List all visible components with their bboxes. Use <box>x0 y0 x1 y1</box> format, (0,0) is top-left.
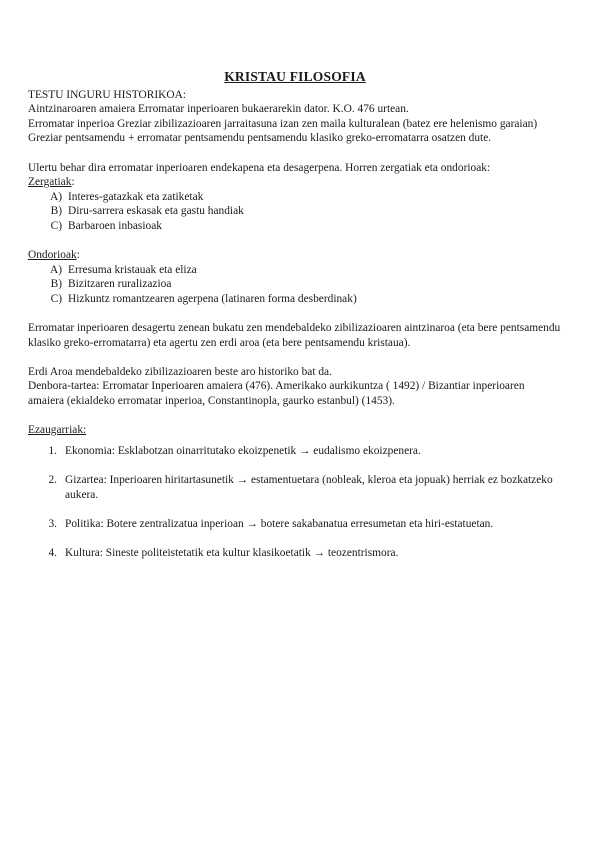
item-text: Erresuma kristauak eta eliza <box>68 263 197 276</box>
item-label: A) <box>49 263 62 276</box>
item-text: Barbaroen inbasioak <box>68 219 162 232</box>
item-text: Bizitzaren ruralizazioa <box>68 278 172 291</box>
item-text: Ekonomia: Esklabotzan oinarritutako ekoizpenetik → eudalismo ekoizpenera. <box>65 444 421 457</box>
item-label: C) <box>50 219 62 232</box>
list-item <box>28 277 562 292</box>
consequences-heading-label: Ondorioak <box>28 249 77 262</box>
list-item <box>28 219 562 234</box>
list-item <box>28 473 562 502</box>
item-text: Interes-gatazkak eta zatiketak <box>68 190 204 203</box>
list-item <box>28 263 562 278</box>
paragraph-middle-ages-line-1: Erdi Aroa mendebaldeko zibilizazioaren beste aro historiko bat da. <box>28 365 332 378</box>
item-number: 2. <box>48 474 57 487</box>
item-text: Hizkuntz romantzearen agerpena (latinaren forma desberdinak) <box>68 292 357 305</box>
item-label: A) <box>49 190 62 203</box>
item-label: B) <box>50 278 62 291</box>
features-heading: Ezaugarriak: <box>28 424 87 437</box>
item-label: B) <box>50 205 62 218</box>
item-text: Kultura: Sineste politeistetatik eta kultur klasikoetatik → teozentrismora. <box>65 547 399 559</box>
item-text: Politika: Botere zentralizatua inperioan → botere sakabanatua erresumetan eta hiri-estatuetan. <box>65 517 494 530</box>
document-content <box>28 70 562 575</box>
list-item <box>28 190 562 205</box>
item-number: 3. <box>48 517 57 530</box>
item-text: Gizartea: Inperioaren hiritartasunetik → estamentuetara (nobleak, kleroa eta jopuak) herriak ez bozkatzeko aukera. <box>65 474 553 501</box>
features-list <box>28 444 562 561</box>
consequences-list <box>28 263 562 307</box>
item-text: Diru-sarrera eskasak eta gastu handiak <box>68 205 244 218</box>
list-item <box>28 444 562 459</box>
page-title: KRISTAU FILOSOFIA <box>224 69 366 84</box>
causes-heading: Zergatiak: <box>28 176 75 189</box>
causes-list <box>28 190 562 234</box>
context-heading: TESTU INGURU HISTORIKOA: <box>28 88 186 101</box>
causes-heading-label: Zergatiak <box>28 176 72 189</box>
intro-text: Ulertu behar dira erromatar inperioaren endekapena eta desagerpena. Horren zergatiak eta ondorioak: <box>28 161 491 174</box>
paragraph-middle-ages-line-2: Denbora-tartea: Erromatar Inperioaren amaiera (476). Amerikako aurkikuntza ( 1492) / Bizantiar inperioaren amaiera (ekialdeko erromatar inperioa, Constantinopla, gaurko estanbul) (1453). <box>28 380 525 408</box>
list-item <box>28 517 562 532</box>
list-item <box>28 292 562 307</box>
context-line-1: Aintzinaroaren amaiera Erromatar inperioaren bukaerarekin dator. K.O. 476 urtean. <box>28 103 409 116</box>
item-number: 4. <box>48 547 57 559</box>
list-item <box>28 546 562 561</box>
paragraph-end-of-antiquity: Erromatar inperioaren desagertu zenean bukatu zen mendebaldeko zibilizazioaren aintzinaroa (eta bere pentsamendu klasiko greko-erromatarra) eta agertu zen erdi aroa (eta bere pentsamendu kristaua). <box>28 322 561 349</box>
context-line-2: Erromatar inperioa Greziar zibilizazioaren jarraitasuna izan zen maila kulturalean (batez ere helenismo garaian) Greziar pentsamendu + erromatar pentsamendu pentsamendu klasiko greko-erromatarra osatzen dute. <box>28 117 538 145</box>
list-item <box>28 204 562 219</box>
item-label: C) <box>50 292 62 305</box>
consequences-heading: Ondorioak: <box>28 249 80 262</box>
item-number: 1. <box>48 444 57 457</box>
